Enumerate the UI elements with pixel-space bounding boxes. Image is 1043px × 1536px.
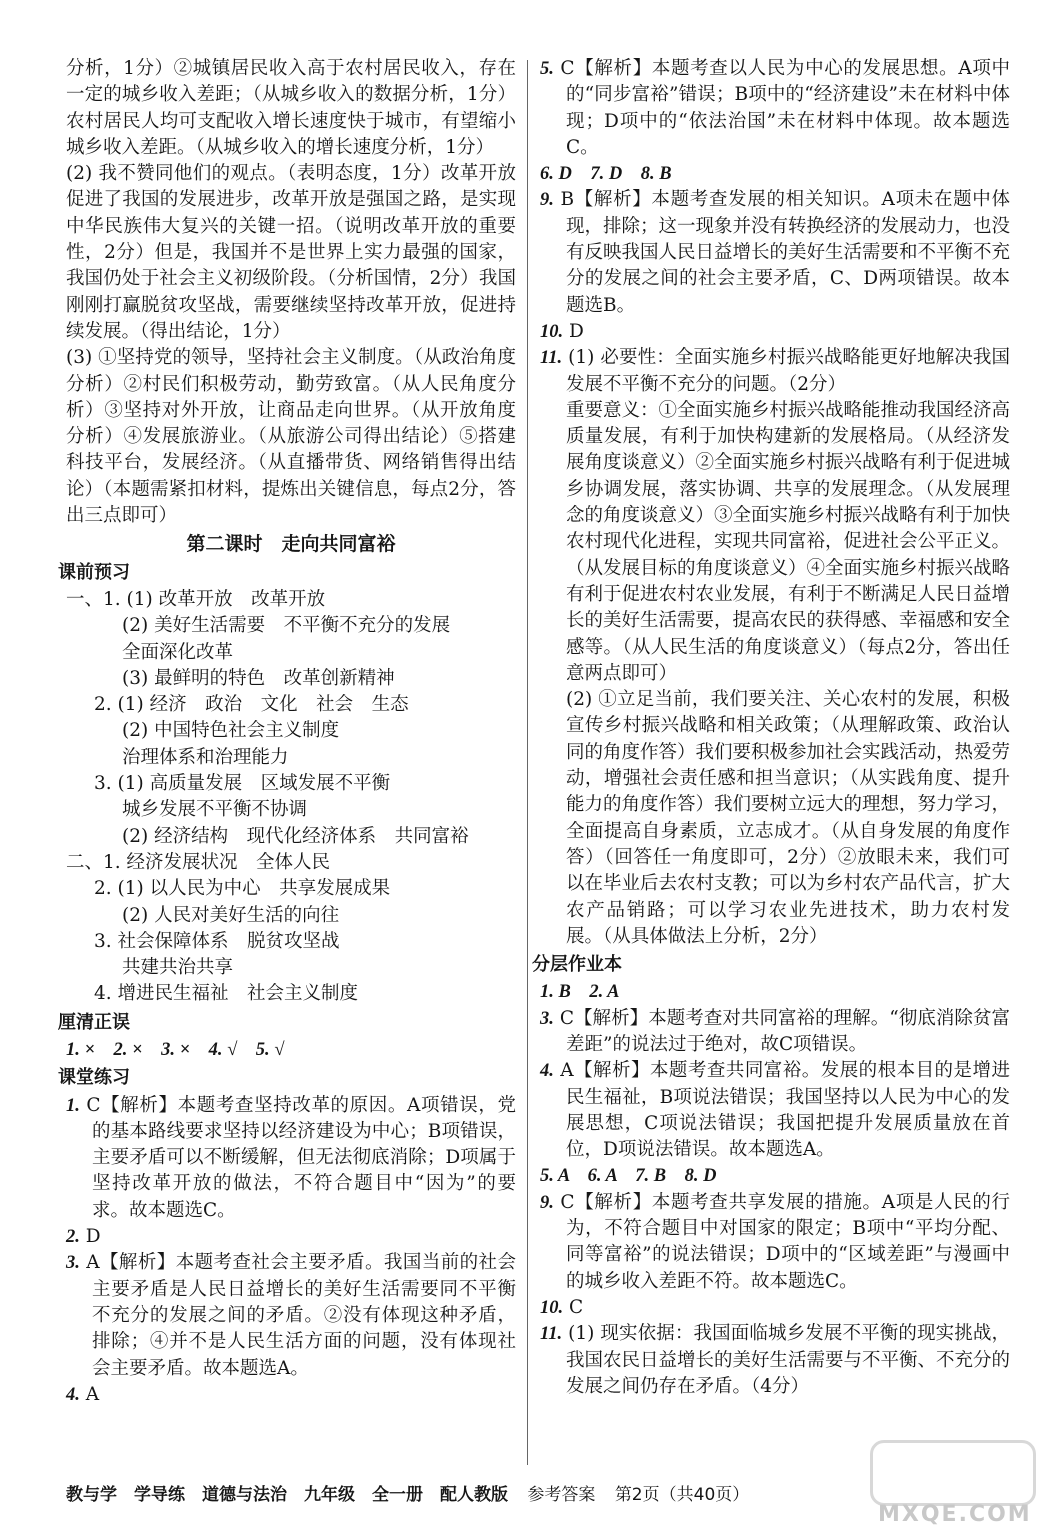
answer-item bbox=[66, 1250, 516, 1381]
answer-line: 5. A 6. A 7. B 8. D bbox=[540, 1166, 717, 1187]
preview-line: (2) 美好生活需要 不平衡不充分的发展 bbox=[122, 615, 451, 637]
item-number: 10. bbox=[540, 321, 564, 342]
answer-item bbox=[540, 319, 1010, 345]
answer-paragraph: (2) ①立足当前，我们要关注、关心农村的发展，积极宣传乡村振兴战略和相关政策；（从理解政策、政治认同的角度作答）我们要积极参加社会实践活动，热爱劳动，增强社会责任感和担当意识；（从实践角度、提升能力的角度作答）我们要树立远大的理想，努力学习，全面提高自身素质，立志成才。（从自身发展的角度作答）（回答任一角度即可，2分）②放眼未来，我们可以在毕业后去农村支教；可以为乡村农产品代言，扩大农产品销路；可以学习农业先进技术，助力农村发展。（从具体做法上分析，2分） bbox=[566, 689, 1011, 947]
item-number: 4. bbox=[66, 1384, 80, 1405]
item-text: C bbox=[569, 1296, 584, 1318]
preview-line: (2) 中国特色社会主义制度 bbox=[122, 720, 340, 742]
lesson-title: 第二课时 走向共同富裕 bbox=[186, 533, 396, 556]
preview-line: 3. (1) 高质量发展 区域发展不平衡 bbox=[94, 773, 391, 795]
preview-line: 2. (1) 以人民为中心 共享发展成果 bbox=[94, 878, 391, 900]
page-footer bbox=[66, 1480, 763, 1505]
book-title: 教与学 学导练 道德与法治 九年级 全一册 配人教版 bbox=[66, 1485, 508, 1505]
answer-item bbox=[540, 1190, 1010, 1295]
right-column bbox=[532, 56, 1011, 1400]
item-number: 11. bbox=[540, 1324, 563, 1345]
section-heading: 课堂练习 bbox=[58, 1067, 130, 1089]
answer-item bbox=[66, 1224, 516, 1250]
column-divider bbox=[527, 60, 528, 1465]
footer-subtitle: 参考答案 bbox=[527, 1485, 596, 1505]
preview-line: 全面深化改革 bbox=[122, 641, 234, 663]
section-heading: 厘清正误 bbox=[58, 1011, 130, 1033]
item-text: A bbox=[85, 1383, 100, 1405]
item-number: 3. bbox=[540, 1008, 554, 1029]
preview-line: 4. 增进民生福祉 社会主义制度 bbox=[94, 983, 359, 1005]
section-heading: 课前预习 bbox=[58, 561, 130, 583]
item-text: (1) 必要性：全面实施乡村振兴战略能更好地解决我国发展不平衡不充分的问题。（2分） bbox=[566, 347, 1010, 395]
section-heading: 分层作业本 bbox=[532, 954, 622, 976]
page-number: 第2页（共40页） bbox=[614, 1485, 750, 1505]
preview-line: 城乡发展不平衡不协调 bbox=[122, 799, 308, 821]
answer-item bbox=[540, 1058, 1010, 1163]
answer-line: 6. D 7. D 8. B bbox=[540, 164, 672, 185]
item-number: 9. bbox=[540, 190, 554, 211]
item-number: 2. bbox=[66, 1227, 80, 1248]
answer-paragraph: 重要意义：①全面实施乡村振兴战略能推动我国经济高质量发展，有利于加快构建新的发展格局。（从经济发展角度谈意义）②全面实施乡村振兴战略有利于促进城乡协调发展，落实协调、共享的发展理念。（从发展理念的角度谈意义）③全面实施乡村振兴战略有利于加快农村现代化进程，实现共同富裕，促进社会公平正义。（从发展目标的角度谈意义）④全面实施乡村振兴战略有利于促进农村农业发展，有利于不断满足人民日益增长的美好生活需要，提高农民的获得感、幸福感和安全感等。（从人民生活的角度谈意义）（每点2分，答出任意两点即可） bbox=[566, 399, 1011, 684]
item-text: A【解析】本题考查社会主要矛盾。我国当前的社会主要矛盾是人民日益增长的美好生活需要同不平衡不充分的发展之间的矛盾。②没有体现这种矛盾，排除；④并不是人民生活方面的问题，没有体现社会主要矛盾。故本题选A。 bbox=[86, 1252, 516, 1379]
true-false-answers: 1. × 2. × 3. × 4. √ 5. √ bbox=[66, 1039, 285, 1060]
item-number: 3. bbox=[66, 1253, 80, 1274]
item-text: C【解析】本题考查以人民为中心的发展思想。A项中的“同步富裕”错误；B项中的“经济建设”未在材料中体现；D项中的“依法治国”未在材料中体现。故本题选C。 bbox=[560, 58, 1010, 158]
watermark-site: MXQE.COM bbox=[878, 1502, 1032, 1527]
answer-item bbox=[66, 1382, 516, 1408]
item-number: 9. bbox=[540, 1192, 554, 1213]
item-text: A【解析】本题考查共同富裕。发展的根本目的是增进民生福祉，B项说法错误；我国坚持以人民为中心的发展思想，C项说法错误；我国把提升发展质量放在首位，D项说法错误。故本题选A。 bbox=[560, 1060, 1010, 1161]
preview-line: 3. 社会保障体系 脱贫攻坚战 bbox=[94, 930, 340, 952]
item-text: C【解析】本题考查对共同富裕的理解。“彻底消除贫富差距”的说法过于绝对，故C项错误。 bbox=[559, 1007, 1010, 1055]
answer-item bbox=[66, 1093, 516, 1224]
answer-item bbox=[540, 1295, 1010, 1321]
preview-line: 共建共治共享 bbox=[122, 957, 234, 979]
answer-item bbox=[540, 187, 1010, 318]
watermark-logo-icon bbox=[870, 1440, 1036, 1506]
preview-line: 治理体系和治理能力 bbox=[122, 746, 289, 768]
item-text: B【解析】本题考查发展的相关知识。A项未在题中体现，排除；这一现象并没有转换经济的发展动力，也没有反映我国人民日益增长的美好生活需要和不平衡不充分的发展之间的社会主要矛盾，C、D两项错误。故本题选B。 bbox=[560, 189, 1011, 316]
watermark bbox=[870, 1440, 1030, 1530]
item-text: (1) 现实依据：我国面临城乡发展不平衡的现实挑战，我国农民日益增长的美好生活需要与不平衡、不充分的发展之间仍存在矛盾。（4分） bbox=[566, 1323, 1011, 1397]
item-number: 5. bbox=[540, 59, 554, 79]
answer-item bbox=[540, 56, 1010, 161]
answer-line: 1. B 2. A bbox=[540, 982, 620, 1003]
preview-line: 2. (1) 经济 政治 文化 社会 生态 bbox=[94, 694, 409, 716]
item-text: C【解析】本题考查坚持改革的原因。A项错误，党的基本路线要求坚持以经济建设为中心；B项错误，主要矛盾可以不断缓解，但无法彻底消除；D项属于坚持改革开放的做法，不符合题目中“因为”的要求。故本题选C。 bbox=[86, 1094, 516, 1221]
item-number: 1. bbox=[66, 1095, 80, 1116]
item-text: D bbox=[569, 320, 584, 342]
answer-item bbox=[540, 345, 1010, 398]
answer-item bbox=[540, 1006, 1010, 1059]
preview-line: 二、1. 经济发展状况 全体人民 bbox=[66, 851, 331, 873]
answer-paragraph: 分析，1分）②城镇居民收入高于农村居民收入，存在一定的城乡收入差距；（从城乡收入的数据分析，1分）农村居民人均可支配收入增长速度快于城市，有望缩小城乡收入差距。（从城乡收入的增长速度分析，1分） bbox=[66, 58, 516, 158]
answer-item bbox=[540, 1321, 1010, 1400]
preview-line: (2) 经济结构 现代化经济体系 共同富裕 bbox=[122, 825, 469, 847]
item-number: 4. bbox=[540, 1061, 554, 1082]
answer-paragraph: (2) 我不赞同他们的观点。（表明态度，1分）改革开放促进了我国的发展进步，改革开放是强国之路，是实现中华民族伟大复兴的关键一招。（说明改革开放的重要性，2分）但是，我国并不是世界上实力最强的国家，我国仍处于社会主义初级阶段。（分析国情，2分）我国刚刚打赢脱贫攻坚战，需要继续坚持改革开放，促进持续发展。（得出结论，1分） bbox=[66, 163, 516, 342]
left-column bbox=[58, 56, 516, 1408]
item-number: 10. bbox=[540, 1297, 564, 1318]
preview-line: (3) 最鲜明的特色 改革创新精神 bbox=[122, 667, 395, 689]
item-text: C【解析】本题考查共享发展的措施。A项是人民的行为，不符合题目中对国家的限定；B项中“平均分配、同等富裕”的说法错误；D项中的“区域差距”与漫画中的城乡收入差距不符。故本题选C。 bbox=[560, 1191, 1010, 1292]
preview-line: (2) 人民对美好生活的向往 bbox=[122, 904, 340, 926]
item-text: D bbox=[85, 1226, 101, 1248]
preview-line: 一、1. (1) 改革开放 改革开放 bbox=[66, 588, 326, 610]
item-number: 11. bbox=[540, 348, 563, 369]
answer-paragraph: (3) ①坚持党的领导，坚持社会主义制度。（从政治角度分析）②村民们积极劳动，勤劳致富。（从人民角度分析）③坚持对外开放，让商品走向世界。（从开放角度分析）④发展旅游业。（从旅游公司得出结论）⑤搭建科技平台，发展经济。（从直播带货、网络销售得出结论）（本题需紧扣材料，提炼出关键信息，每点2分，答出三点即可） bbox=[66, 347, 516, 527]
